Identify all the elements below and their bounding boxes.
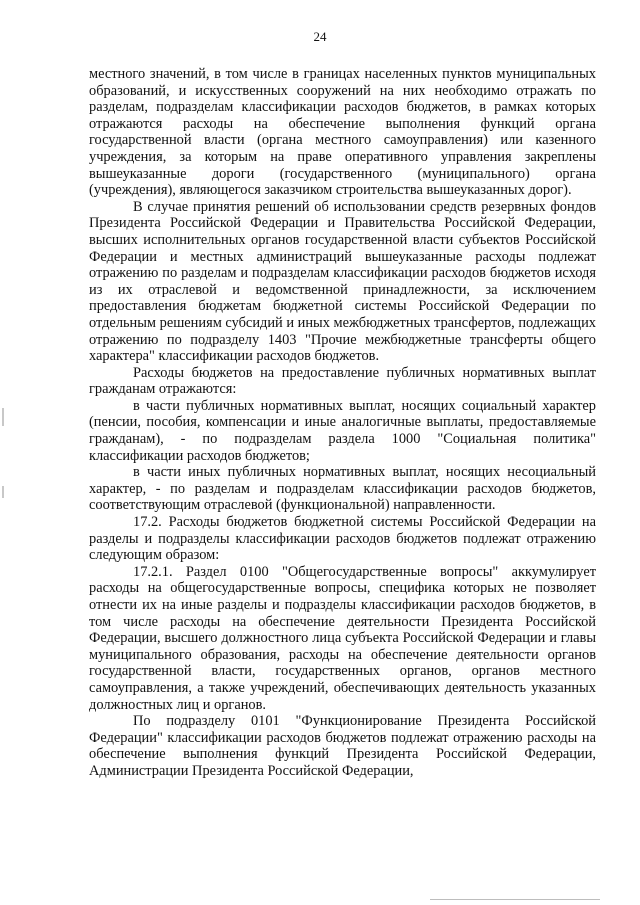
paragraph-roads-continuation: местного значений, в том числе в границах населенных пунктов муниципальных образований, и искусственных сооружений на них необходимо отражать по разделам, подразделам классификации расходов бюджетов, в рамках которых отражаются расходы на обеспечение выполнения функций органа государственной власти (органа местного самоуправления) или казенного учреждения, за которым на праве оперативного управления закреплены вышеуказанные дороги (государственного (муниципального) органа (учреждения), являющегося заказчиком строительства вышеуказанных дорог). bbox=[89, 66, 596, 199]
paragraph-section-17-2: 17.2. Расходы бюджетов бюджетной системы Российской Федерации на разделы и подразделы классификации расходов бюджетов подлежат отражению следующим образом: bbox=[89, 514, 596, 564]
paragraph-section-17-2-1: 17.2.1. Раздел 0100 "Общегосударственные вопросы" аккумулирует расходы на общегосударственные вопросы, специфика которых не позволяет отнести их на иные разделы и подразделы классификации расходов бюджетов, в том числе расходы на обеспечение деятельности Президента Российской Федерации, высшего должностного лица субъекта Российской Федерации и главы муниципального образования, расходы на обеспечение деятельности органов государственной власти, государственных органов, органов местного самоуправления, а также учреждений, обеспечивающих деятельность указанных должностных лиц и органов. bbox=[89, 563, 596, 713]
paragraph-subsection-0101: По подразделу 0101 "Функционирование Президента Российской Федерации" классификации расходов бюджетов подлежат отражению расходы на обеспечение выполнения функций Президента Российской Федерации, Администрации Президента Российской Федерации, bbox=[89, 713, 596, 779]
scan-edge-mark bbox=[2, 408, 4, 426]
page-number: 24 bbox=[313, 29, 327, 44]
paragraph-social-payments: в части публичных нормативных выплат, носящих социальный характер (пенсии, пособия, компенсации и иные аналогичные выплаты, предоставляемые гражданам), - по подразделам раздела 1000 "Социальная политика" классификации расходов бюджетов; bbox=[89, 397, 596, 464]
paragraph-reserve-funds: В случае принятия решений об использовании средств резервных фондов Президента Российской Федерации и Правительства Российской Федерации, высших исполнительных органов государственной власти субъектов Российской Федерации и местных администраций вышеуказанные расходы подлежат отражению по разделам и подразделам классификации расходов бюджетов исходя из их отраслевой и ведомственной принадлежности, за исключением предоставления бюджетам бюджетной системы Российской Федерации по отдельным решениям субсидий и иных межбюджетных трансфертов, подлежащих отражению по подразделу 1403 "Прочие межбюджетные трансферты общего характера" классификации расходов бюджетов. bbox=[89, 198, 597, 365]
scan-bottom-mark bbox=[430, 899, 600, 900]
paragraph-non-social-payments: в части иных публичных нормативных выплат, носящих несоциальный характер, - по разделам и подразделам классификации расходов бюджетов, соответствующим отраслевой (функциональной) направленности. bbox=[89, 464, 596, 514]
paragraph-public-payments-intro: Расходы бюджетов на предоставление публичных нормативных выплат гражданам отражаются: bbox=[89, 364, 596, 398]
scan-edge-mark bbox=[2, 486, 4, 498]
document-body bbox=[89, 66, 596, 780]
